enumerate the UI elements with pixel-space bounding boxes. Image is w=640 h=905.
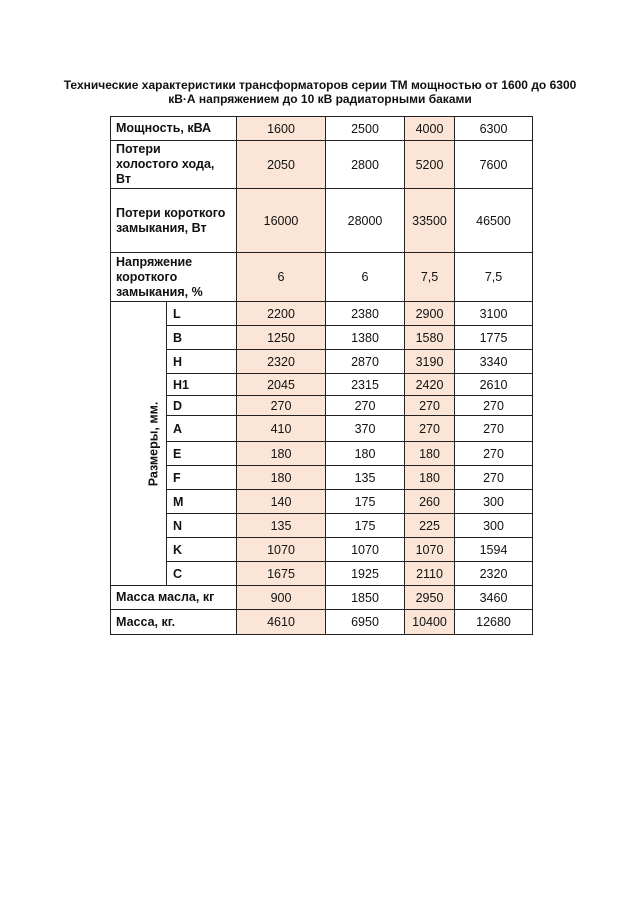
dimension-name: E [167,442,237,466]
row-label-line: замыкания, Вт [116,220,207,235]
cell: 1850 [326,586,405,610]
cell: 270 [455,416,533,442]
cell: 2315 [326,374,405,396]
cell: 2950 [405,586,455,610]
dimension-name: C [167,562,237,586]
row-dimension [111,374,533,396]
row-short-circuit-losses [111,189,533,253]
cell: 4610 [237,610,326,635]
row-dimension [111,490,533,514]
cell: 7600 [455,141,533,189]
dimension-name: L [167,302,237,326]
cell: 270 [237,396,326,416]
row-label-line: Потери короткого [116,205,226,220]
cell: 6950 [326,610,405,635]
row-label-line: Потери [116,142,161,156]
cell: 270 [455,466,533,490]
cell: 270 [326,396,405,416]
cell: 6 [326,253,405,302]
cell: 7,5 [405,253,455,302]
cell: 270 [405,396,455,416]
cell: 2110 [405,562,455,586]
cell: 180 [237,466,326,490]
cell: 12680 [455,610,533,635]
row-label-line: короткого [116,269,178,284]
cell: 1070 [237,538,326,562]
row-dimension [111,396,533,416]
cell: 1070 [405,538,455,562]
dimension-name: F [167,466,237,490]
cell: 6300 [455,117,533,141]
cell: 270 [455,442,533,466]
cell: 2320 [237,350,326,374]
row-dimension [111,538,533,562]
cell: 33500 [405,189,455,253]
row-short-circuit-voltage [111,253,533,302]
cell: 300 [455,514,533,538]
dimension-name: M [167,490,237,514]
spec-table [110,116,533,635]
title-line-2: кВ·А напряжением до 10 кВ радиаторными баками [168,92,472,106]
dimension-name: N [167,514,237,538]
row-oil-mass [111,586,533,610]
cell: 2045 [237,374,326,396]
cell: 135 [326,466,405,490]
dimension-name: D [167,396,237,416]
row-label-line: замыкания, % [116,284,203,299]
cell: 2420 [405,374,455,396]
cell: 28000 [326,189,405,253]
row-dimension [111,302,533,326]
row-label [111,253,237,302]
cell: 225 [405,514,455,538]
cell: 1070 [326,538,405,562]
cell: 175 [326,514,405,538]
dimension-name: H1 [167,374,237,396]
cell: 1580 [405,326,455,350]
cell: 1600 [237,117,326,141]
cell: 2500 [326,117,405,141]
row-label-line: холостого хода, [116,157,215,171]
row-mass [111,610,533,635]
cell: 180 [326,442,405,466]
dimension-name: K [167,538,237,562]
row-dimension [111,514,533,538]
cell: 5200 [405,141,455,189]
row-label: Масса, кг. [111,610,237,635]
cell: 3340 [455,350,533,374]
row-label-line: Напряжение [116,254,193,269]
cell: 1380 [326,326,405,350]
cell: 46500 [455,189,533,253]
title-line-1: Технические характеристики трансформаторов серии ТМ мощностью от 1600 до 6300 [63,78,577,92]
cell: 6 [237,253,326,302]
cell: 2610 [455,374,533,396]
cell: 3460 [455,586,533,610]
cell: 2320 [455,562,533,586]
dimension-name: B [167,326,237,350]
row-dimension [111,416,533,442]
cell: 1250 [237,326,326,350]
row-dimension [111,562,533,586]
row-dimension [111,350,533,374]
cell: 2380 [326,302,405,326]
cell: 140 [237,490,326,514]
cell: 3190 [405,350,455,374]
dimensions-label: Размеры, мм. [146,401,161,486]
cell: 2870 [326,350,405,374]
cell: 180 [405,466,455,490]
row-label: Масса масла, кг [111,586,237,610]
cell: 1594 [455,538,533,562]
row-label: Мощность, кВА [111,117,237,141]
cell: 1925 [326,562,405,586]
dimensions-group-label [111,302,167,586]
row-dimension [111,326,533,350]
row-dimension [111,442,533,466]
cell: 175 [326,490,405,514]
cell: 3100 [455,302,533,326]
row-no-load-losses [111,141,533,189]
row-dimension [111,466,533,490]
cell: 260 [405,490,455,514]
row-power [111,117,533,141]
cell: 4000 [405,117,455,141]
cell: 1675 [237,562,326,586]
cell: 300 [455,490,533,514]
cell: 410 [237,416,326,442]
cell: 2200 [237,302,326,326]
cell: 900 [237,586,326,610]
cell: 7,5 [455,253,533,302]
cell: 2900 [405,302,455,326]
cell: 1775 [455,326,533,350]
cell: 270 [405,416,455,442]
cell: 16000 [237,189,326,253]
cell: 2050 [237,141,326,189]
cell: 180 [237,442,326,466]
cell: 180 [405,442,455,466]
row-label-line: Вт [116,172,131,186]
dimension-name: H [167,350,237,374]
row-label [111,189,237,253]
cell: 2800 [326,141,405,189]
cell: 10400 [405,610,455,635]
cell: 135 [237,514,326,538]
dimension-name: A [167,416,237,442]
document-title [40,78,600,106]
row-label [111,141,237,189]
cell: 270 [455,396,533,416]
cell: 370 [326,416,405,442]
